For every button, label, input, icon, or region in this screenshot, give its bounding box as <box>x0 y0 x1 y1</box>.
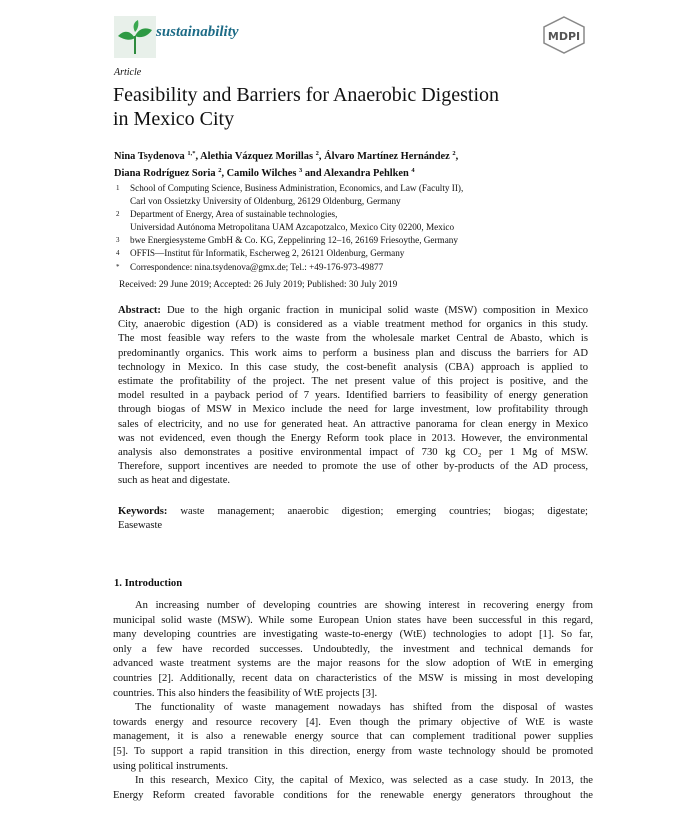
text-line <box>118 318 588 332</box>
affiliation-text: Department of Energy, Area of sustainable technologies, <box>130 209 338 220</box>
line-text: countries. This also hinders the feasibility of WtE projects [3]. <box>113 687 378 699</box>
text-line <box>118 432 588 446</box>
text-line <box>113 745 593 760</box>
affiliation-line <box>116 221 463 234</box>
line-text: such as heat and digestate. <box>118 475 231 487</box>
label: Abstract: <box>118 305 161 316</box>
text-line <box>118 403 588 417</box>
title-line: in Mexico City <box>113 108 235 130</box>
line-text: The most feasible way refers to the waste from the wholesale market Central de Abasto, which is <box>118 333 588 345</box>
affiliation-text: Carl von Ossietzky University of Oldenburg, 26129 Oldenburg, Germany <box>130 196 401 207</box>
text-line <box>113 789 593 804</box>
affiliation-mark <box>116 221 130 234</box>
paragraph <box>113 774 593 803</box>
line-text: An increasing number of developing countries are showing interest in recovering energy from <box>135 600 593 611</box>
line-text: Easewaste <box>118 520 163 532</box>
paragraph <box>113 701 593 774</box>
affiliation-text: School of Computing Science, Business Administration, Economics, and Law (Faculty II), <box>130 183 464 193</box>
text-line <box>113 599 593 614</box>
affiliation-line <box>116 208 463 221</box>
text-line <box>118 505 588 519</box>
line-text: Due to the high organic fraction in municipal solid waste (MSW) composition in Mexico <box>160 305 588 316</box>
affiliation-text: OFFIS—Institut für Informatik, Escherweg 2, 26121 Oldenburg, Germany <box>130 248 405 259</box>
introduction-body <box>113 599 593 803</box>
label: Keywords: <box>118 506 168 517</box>
abstract <box>118 304 588 488</box>
text-line <box>113 774 593 789</box>
affiliation-mark: * <box>116 262 120 271</box>
line-text: only a few have recorded successes. Undoubtedly, the investment and technical demands for <box>113 643 593 655</box>
affiliation-mark: 2 <box>116 210 120 219</box>
affiliation-line <box>116 234 463 247</box>
affiliation-line <box>116 182 463 195</box>
text-line <box>113 614 593 629</box>
paragraph <box>113 599 593 701</box>
text-line <box>113 760 593 775</box>
line-text: In this research, Mexico City, the capital of Mexico, was selected as a case study. In 2013, the <box>135 775 593 787</box>
line-text: estimate the profitability of the project. The net present value of this project is positive, and the <box>118 375 588 387</box>
text-line <box>118 418 588 432</box>
text-line <box>118 519 588 533</box>
line-text: [5]. To support a rapid transition in this direction, energy from waste technology should be promoted <box>113 745 593 757</box>
paper-title <box>113 83 593 131</box>
affiliation-mark: 1 <box>116 184 120 192</box>
affiliation-mark: 4 <box>116 249 120 258</box>
text-line <box>113 657 593 672</box>
line-text: towards energy and resource recovery [4]. Even though the primary objective of WtE is waste <box>113 716 593 728</box>
line-text: City, anaerobic digestion (AD) is considered as a viable treatment method for organics in this study. <box>118 319 588 331</box>
affiliation-text: Correspondence: nina.tsydenova@gmx.de; Tel.: +49-176-973-49877 <box>130 261 384 272</box>
text-line <box>118 460 588 474</box>
text-line <box>118 474 588 488</box>
affiliation-mark <box>116 195 130 208</box>
text-line <box>118 389 588 403</box>
affiliations <box>116 182 463 274</box>
line-text: management, it is also a renewable energy source that can complement traditional power supplies <box>113 731 593 743</box>
leaf-icon <box>114 16 156 58</box>
line-text: analysis also demonstrates a positive environmental impact of 730 kg CO₂ per 1 Mg of MSW. <box>118 446 588 458</box>
text-line <box>118 347 588 361</box>
line-text: sales of electricity, and no use for generated heat. An attractive panorama for clean energy in Mexico <box>118 418 588 430</box>
text-line <box>113 687 593 702</box>
keywords <box>118 505 588 533</box>
authors <box>114 147 458 181</box>
publication-dates: Received: 29 June 2019; Accepted: 26 July 2019; Published: 30 July 2019 <box>119 280 398 290</box>
line-text: many developing countries are investigating waste-to-energy (WtE) technologies to adopt [1]. So far, <box>113 629 593 641</box>
text-line <box>113 730 593 745</box>
authors-line: Nina Tsydenova $^{1,*}$, Alethia Vázquez Morillas $^2$, Álvaro Martínez Hernández $^2$, <box>114 150 459 162</box>
text-line <box>118 375 588 389</box>
line-text: advanced waste treatment systems are the major reasons for the slow adoption of WtE in emerging <box>113 658 593 670</box>
journal-name: sustainability <box>156 24 239 40</box>
affiliation-line <box>116 261 463 274</box>
text-line <box>118 332 588 346</box>
publisher-logo <box>542 16 586 54</box>
line-text: countries [2]. Additionally, recent data on characteristics of the MSW is missing in most developing <box>113 672 593 684</box>
line-text: Therefore, support incentives are needed to promote the use of other by-products of the AD process, <box>118 461 588 473</box>
svg-text:MDPI: MDPI <box>547 30 581 43</box>
text-line <box>118 446 588 460</box>
authors-line: Diana Rodríguez Soria $^2$, Camilo Wilches $^3$ and Alexandra Pehlken $^4$ <box>114 167 415 179</box>
affiliation-mark: 3 <box>116 236 120 245</box>
article-type: Article <box>114 67 142 78</box>
line-text: predominantly organics. This work aims to perform a business plan and discuss the barriers for AD <box>118 347 588 359</box>
affiliation-line <box>116 195 463 208</box>
affiliation-text: Universidad Autónoma Metropolitana UAM Azcapotzalco, Mexico City 02200, Mexico <box>130 222 455 233</box>
line-text: municipal solid waste (MSW). While some European Union states have been successful in this regard, <box>113 614 593 626</box>
text-line <box>113 628 593 643</box>
text-line <box>113 643 593 658</box>
section-heading: 1. Introduction <box>114 578 183 589</box>
journal-logo <box>114 16 156 58</box>
line-text: using political instruments. <box>113 760 229 772</box>
line-text: was not evidenced, even though the Energy Reform took place in 2013. However, the environmental <box>118 432 588 444</box>
title-line: Feasibility and Barriers for Anaerobic Digestion <box>113 84 500 106</box>
text-line <box>118 361 588 375</box>
line-text: technology in Mexico. In this case study, the cost-benefit analysis (CBA) approach is applied to <box>118 361 588 373</box>
line-text: model resulted in a payback period of 7 years. Identified barriers to feasibility of energy generation <box>118 390 588 402</box>
affiliation-line <box>116 247 463 260</box>
text-line <box>113 672 593 687</box>
text-line <box>118 304 588 318</box>
affiliation-text: bwe Energiesysteme GmbH & Co. KG, Zeppelinring 12–16, 26169 Friesoythe, Germany <box>130 235 458 246</box>
line-text: waste management; anaerobic digestion; emerging countries; biogas; digestate; <box>167 506 588 517</box>
text-line <box>113 716 593 731</box>
line-text: Energy Reform created favorable conditions for the renewable energy generators throughout the <box>113 789 593 801</box>
text-line <box>113 701 593 716</box>
line-text: through biogas of MSW in Mexico include the need for large investment, low profitability through <box>118 404 588 416</box>
line-text: The functionality of waste management nowadays has shifted from the disposal of wastes <box>135 702 593 714</box>
